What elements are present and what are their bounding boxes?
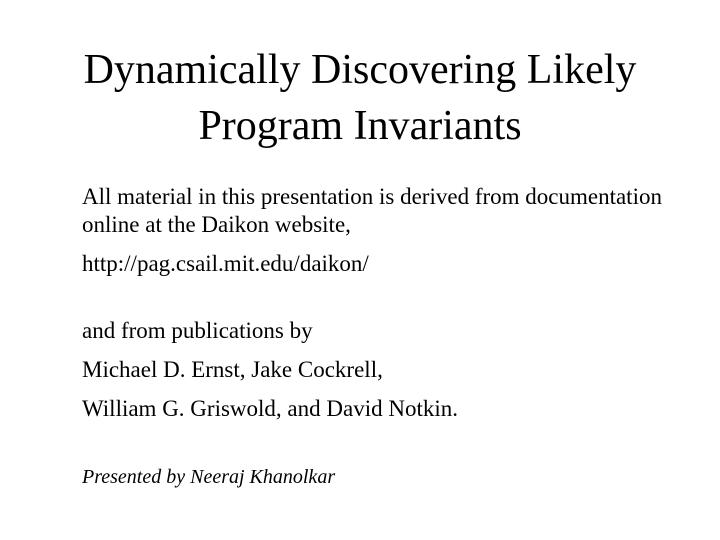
authors-line-1: Michael D. Ernst, Jake Cockrell, <box>82 357 383 382</box>
slide-body <box>82 183 682 490</box>
title-line-2: Program Invariants <box>198 103 522 149</box>
spacer <box>82 423 682 464</box>
title-line-1: Dynamically Discovering Likely <box>83 47 637 93</box>
publications-intro: and from publications by <box>82 318 313 343</box>
source-statement: All material in this presentation is derived from documentation online at the Daikon website, <box>82 184 662 237</box>
website-url: http://pag.csail.mit.edu/daikon/ <box>82 251 369 276</box>
spacer <box>82 278 682 317</box>
presenter-credit: Presented by Neeraj Khanolkar <box>82 466 336 488</box>
slide-title <box>0 42 720 154</box>
authors-line-2: William G. Griswold, and David Notkin. <box>82 396 458 421</box>
